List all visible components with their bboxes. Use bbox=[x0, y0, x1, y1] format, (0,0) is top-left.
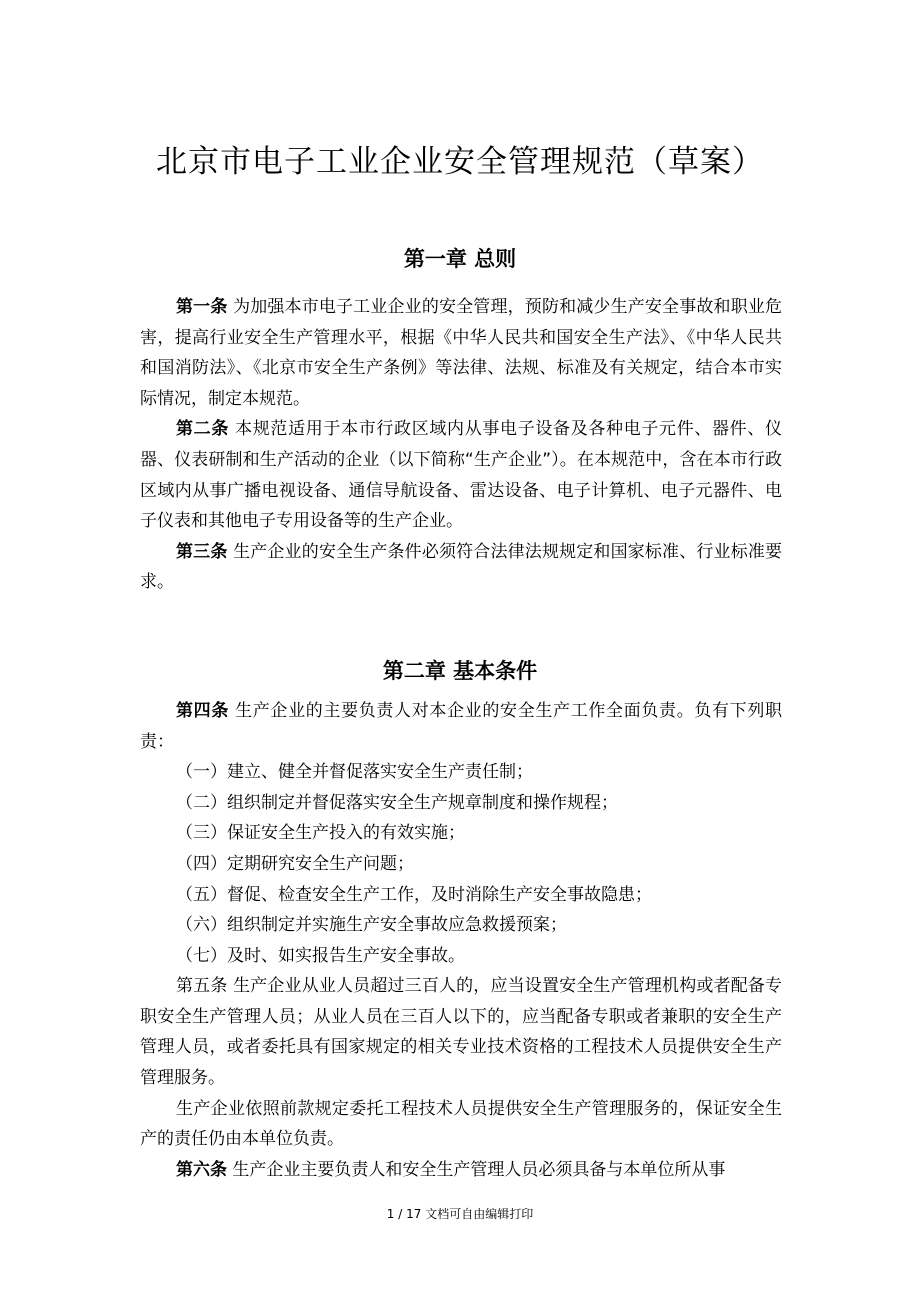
list-item: （四）定期研究安全生产问题； bbox=[176, 853, 414, 874]
list-item: （二）组织制定并督促落实安全生产规章制度和操作规程； bbox=[176, 792, 618, 813]
article-6 bbox=[140, 1155, 782, 1186]
chapter-1-heading: 第一章 总则 bbox=[403, 247, 517, 271]
list-item: （七）及时、如实报告生产安全事故。 bbox=[176, 945, 465, 966]
list-item: （六）组织制定并实施生产安全事故应急救援预案； bbox=[176, 915, 567, 936]
chapter-2-heading: 第二章 基本条件 bbox=[382, 658, 538, 683]
article-4-label: 第四条 bbox=[176, 700, 229, 721]
article-6-text: 生产企业主要负责人和安全生产管理人员必须具备与本单位所从事 bbox=[232, 1159, 726, 1180]
article-3-label: 第三条 bbox=[176, 541, 228, 562]
page-footer: 1 / 17 文档可自由编辑打印 bbox=[386, 1207, 534, 1221]
article-1 bbox=[140, 292, 782, 414]
article-4-text: 生产企业的主要负责人对本企业的安全生产工作全面负责。负有下列职责： bbox=[140, 700, 783, 752]
list-item: （五）督促、检查安全生产工作，及时消除生产安全事故隐患； bbox=[176, 884, 652, 905]
chapter-gap bbox=[140, 598, 782, 656]
article-1-label: 第一条 bbox=[176, 297, 228, 317]
article-4 bbox=[140, 696, 782, 757]
article-5-text: 生产企业从业人员超过三百人的，应当设置安全生产管理机构或者配备专职安全生产管理人员；从业人员在三百人以下的，应当配备专职或者兼职的安全生产管理人员，或者委托具有国家规定的相关专业技术资格的工程技术人员提供安全生产管理服务。 bbox=[140, 976, 783, 1089]
article-1-text: 为加强本市电子工业企业的安全管理，预防和减少生产安全事故和职业危害，提高行业安全生产管理水平，根据《中华人民共和国安全生产法》、《中华人民共和国消防法》、《北京市安全生产条例》等法律、法规、标准及有关规定，结合本市实际情况，制定本规范。 bbox=[140, 297, 783, 409]
article-2 bbox=[140, 414, 782, 536]
article-6-label: 第六条 bbox=[176, 1159, 227, 1180]
article-3 bbox=[140, 537, 782, 598]
document-title: 北京市电子工业企业安全管理规范（草案） bbox=[156, 144, 764, 180]
article-2-label: 第二条 bbox=[176, 419, 229, 440]
list-item: （三）保证安全生产投入的有效实施； bbox=[176, 823, 465, 844]
article-2-text: 本规范适用于本市行政区域内从事电子设备及各种电子元件、器件、仪器、仪表研制和生产活动的企业（以下简称“生产企业”）。在本规范中，含在本市行政区域内从事广播电视设备、通信导航设备、雷达设备、电子计算机、电子元器件、电子仪表和其他电子专用设备等的生产企业。 bbox=[140, 419, 783, 532]
article-5-paragraph-2: 生产企业依照前款规定委托工程技术人员提供安全生产管理服务的，保证安全生产的责任仍由本单位负责。 bbox=[140, 1098, 782, 1150]
document-body bbox=[140, 292, 782, 1185]
article-5 bbox=[140, 971, 782, 1093]
article-5-label: 第五条 bbox=[176, 976, 228, 997]
list-item: （一）建立、健全并督促落实安全生产责任制； bbox=[176, 762, 533, 783]
article-3-text: 生产企业的安全生产条件必须符合法律法规规定和国家标准、行业标准要求。 bbox=[140, 541, 783, 593]
